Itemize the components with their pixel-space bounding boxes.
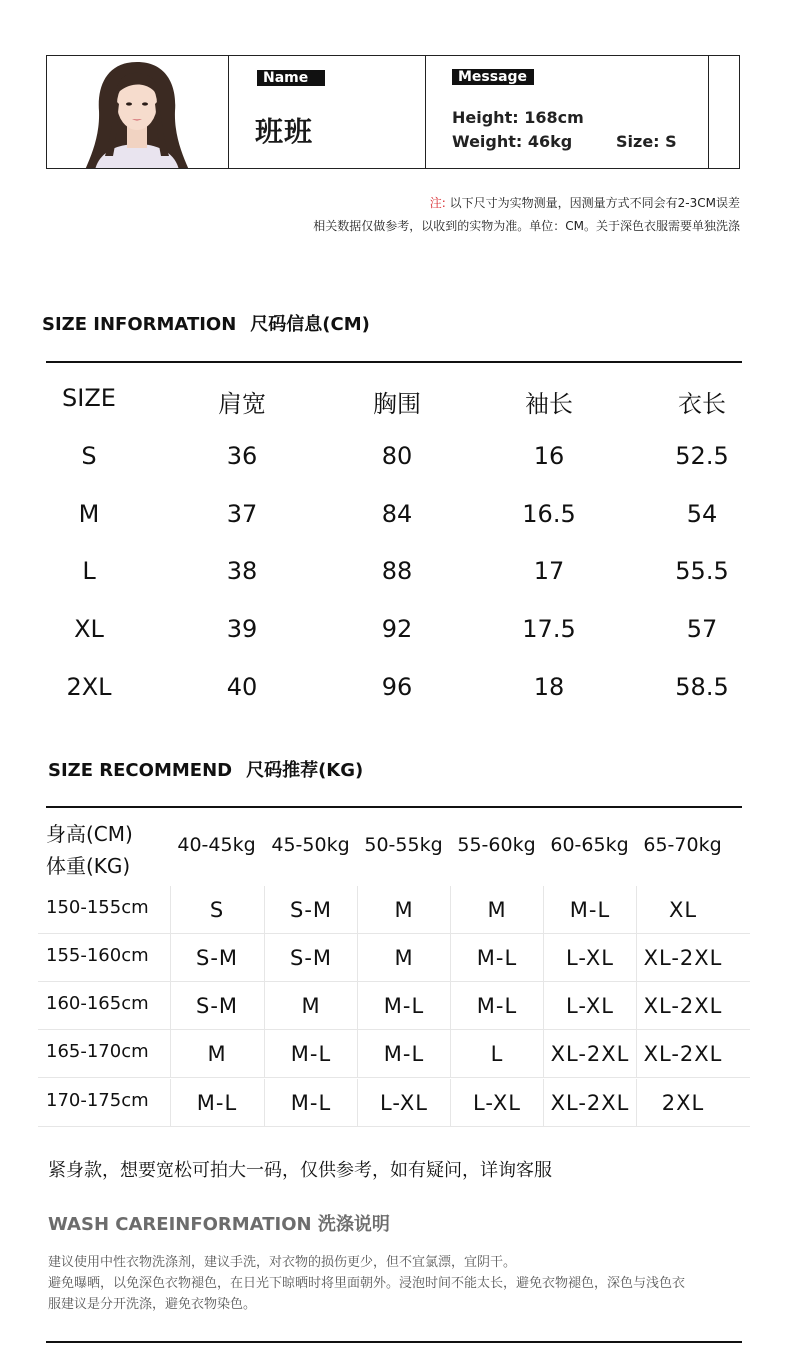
measure-note-2: 相关数据仅做参考，以收到的实物为准。单位：CM。关于深色衣服需要单独洗涤 (313, 219, 740, 233)
height-row-label: 170-175cm (46, 1090, 149, 1111)
weight-column-header: 60-65kg (550, 834, 629, 856)
table-row (38, 1030, 750, 1078)
recommend-size-cell: M-L (264, 1030, 357, 1078)
recommend-size-cell: M-L (170, 1079, 263, 1127)
table-row (38, 934, 750, 982)
wash-line-3: 服建议是分开洗涤，避免衣物染色。 (48, 1297, 257, 1312)
recommend-size-cell: XL-2XL (636, 934, 729, 982)
recommend-heading-cn: 尺码推荐(KG) (246, 760, 364, 781)
recommend-heading-en: SIZE RECOMMEND (48, 760, 233, 781)
size-table-header: 袖长 (525, 390, 573, 418)
corner-height-label: 身高(CM) (46, 822, 133, 846)
model-name: 班班 (255, 115, 314, 148)
weight-column-header: 40-45kg (177, 834, 256, 856)
recommend-size-cell: XL-2XL (543, 1030, 636, 1078)
measure-note-1 (430, 194, 740, 211)
model-name-cell (229, 56, 426, 168)
size-table-header: 胸围 (373, 390, 421, 418)
height-row-label: 160-165cm (46, 993, 149, 1014)
recommend-size-cell: S-M (264, 934, 357, 982)
size-table-cell: 96 (381, 673, 413, 701)
height-row-label: 150-155cm (46, 897, 149, 918)
size-table-cell: 80 (381, 442, 413, 470)
weight-column-header: 50-55kg (364, 834, 443, 856)
size-table-cell: 37 (226, 500, 258, 528)
weight-column-header: 45-50kg (271, 834, 350, 856)
size-table-cell: 55.5 (675, 557, 729, 585)
recommend-size-cell: L-XL (450, 1079, 543, 1127)
message-tag: Message (452, 69, 534, 85)
size-table-header: 肩宽 (218, 390, 266, 418)
size-table-cell: XL (74, 615, 104, 643)
fit-footnote: 紧身款，想要宽松可拍大一码，仅供参考，如有疑问，详询客服 (48, 1160, 552, 1181)
model-size: Size: S (616, 132, 677, 151)
recommend-size-cell: M (357, 886, 450, 934)
recommend-size-cell: XL (636, 886, 729, 934)
size-table-cell: L (82, 557, 96, 585)
height-row-label: 155-160cm (46, 945, 149, 966)
recommend-size-cell: M (264, 982, 357, 1030)
recommend-corner (46, 818, 133, 882)
table-row (38, 982, 750, 1030)
recommend-size-cell: M-L (450, 934, 543, 982)
model-weight: Weight: 46kg (452, 132, 573, 151)
size-table-cell: 57 (686, 615, 718, 643)
size-info-heading-cn: 尺码信息(CM) (250, 314, 370, 335)
model-card (46, 55, 740, 169)
weight-column-header: 55-60kg (457, 834, 536, 856)
size-table-cell: 17 (533, 557, 565, 585)
size-table-cell: S (81, 442, 97, 470)
recommend-size-cell: L-XL (543, 934, 636, 982)
recommend-size-cell: M-L (264, 1079, 357, 1127)
name-tag: Name (257, 70, 325, 86)
size-info-heading-en: SIZE INFORMATION (42, 314, 237, 335)
recommend-size-cell: L-XL (357, 1079, 450, 1127)
bottom-rule (46, 1341, 742, 1343)
size-table-cell: 40 (226, 673, 258, 701)
size-info-rule (46, 361, 742, 363)
note-text: 以下尺寸为实物测量，因测量方式不同会有2-3CM误差 (449, 196, 740, 210)
recommend-size-cell: S-M (170, 934, 263, 982)
corner-weight-label: 体重(KG) (46, 854, 131, 878)
size-table-cell: 16 (533, 442, 565, 470)
size-table-cell: 92 (381, 615, 413, 643)
recommend-heading (48, 756, 363, 782)
table-row (38, 886, 750, 934)
recommend-size-cell: M-L (543, 886, 636, 934)
model-photo-cell (47, 56, 229, 168)
size-table-cell: 17.5 (522, 615, 576, 643)
size-table-cell: 36 (226, 442, 258, 470)
recommend-size-cell: XL-2XL (543, 1079, 636, 1127)
size-table-cell: 88 (381, 557, 413, 585)
size-table-cell: 54 (686, 500, 718, 528)
recommend-size-cell: M-L (450, 982, 543, 1030)
table-row (38, 1079, 750, 1127)
size-table-cell: 58.5 (675, 673, 729, 701)
size-table-header: 衣长 (678, 390, 726, 418)
size-table-cell: 52.5 (675, 442, 729, 470)
weight-column-header: 65-70kg (643, 834, 722, 856)
model-portrait-icon (77, 56, 197, 168)
recommend-size-cell: XL-2XL (636, 982, 729, 1030)
recommend-size-cell: M (170, 1030, 263, 1078)
recommend-size-cell: S (170, 886, 263, 934)
wash-line-1: 建议使用中性衣物洗涤剂，建议手洗，对衣物的损伤更少，但不宜氯漂，宜阴干。 (48, 1255, 517, 1270)
recommend-size-cell: M (357, 934, 450, 982)
recommend-size-cell: 2XL (636, 1079, 729, 1127)
size-table-header: SIZE (62, 384, 116, 412)
height-row-label: 165-170cm (46, 1041, 149, 1062)
size-table-cell: 38 (226, 557, 258, 585)
size-table-cell: 39 (226, 615, 258, 643)
recommend-size-cell: M-L (357, 1030, 450, 1078)
size-info-heading (42, 310, 370, 336)
note-prefix: 注: (429, 196, 446, 210)
recommend-rule (46, 806, 742, 808)
wash-heading: WASH CAREINFORMATION 洗涤说明 (48, 1214, 390, 1235)
recommend-size-cell: S-M (264, 886, 357, 934)
model-height: Height: 168cm (452, 108, 584, 127)
size-table-cell: M (78, 500, 100, 528)
card-end-cell (709, 56, 739, 168)
size-table-cell: 2XL (66, 673, 112, 701)
recommend-size-cell: L (450, 1030, 543, 1078)
size-table-cell: 18 (533, 673, 565, 701)
recommend-size-cell: M (450, 886, 543, 934)
recommend-size-cell: L-XL (543, 982, 636, 1030)
model-message-cell (426, 56, 709, 168)
recommend-size-cell: M-L (357, 982, 450, 1030)
wash-line-2: 避免曝晒，以免深色衣物褪色，在日光下晾晒时将里面朝外。浸泡时间不能太长，避免衣物褪色，深色与浅色衣 (48, 1276, 686, 1291)
recommend-size-cell: S-M (170, 982, 263, 1030)
recommend-size-cell: XL-2XL (636, 1030, 729, 1078)
size-table-cell: 16.5 (522, 500, 576, 528)
size-table-cell: 84 (381, 500, 413, 528)
